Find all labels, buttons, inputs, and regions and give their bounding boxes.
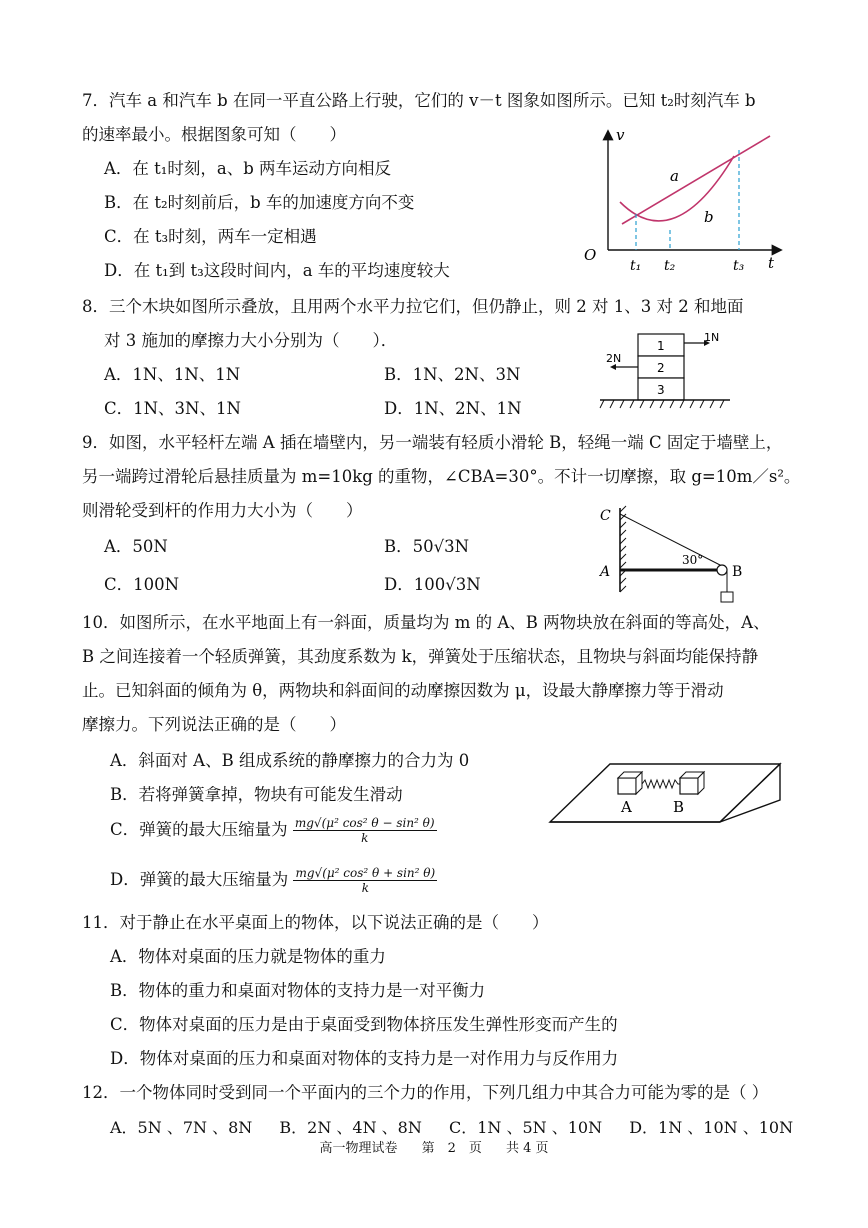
q11-option-d: D．物体对桌面的压力和桌面对物体的支持力是一对作用力与反作用力 (110, 1049, 619, 1068)
graph-t2-label: t₂ (664, 258, 676, 274)
q7-stem-line1: 7．汽车 a 和汽车 b 在同一平直公路上行驶，它们的 v－t 图象如图所示。已知 t₂时刻汽车 b (82, 91, 756, 110)
q10-stem-line3: 止。已知斜面的倾角为 θ，两物块和斜面间的动摩擦因数为 μ，设最大静摩擦力等于滑动 (82, 681, 724, 700)
q12-option-a: A．5N 、7N 、8N (110, 1118, 253, 1137)
q9-stem-line1: 9．如图，水平轻杆左端 A 插在墙壁内，另一端装有轻质小滑轮 B，轻绳一端 C 固定于墙壁上， (82, 433, 783, 452)
q7-option-a: A．在 t₁时刻，a、b 两车运动方向相反 (104, 159, 392, 178)
q10-option-c-text: C．弹簧的最大压缩量为 (110, 820, 288, 839)
graph-a-label: a (670, 167, 679, 185)
graph-origin-label: O (584, 246, 597, 264)
q8-stem-line2: 对 3 施加的摩擦力大小分别为（ ）． (104, 331, 398, 350)
q10-stem-line2: B 之间连接着一个轻质弹簧，其劲度系数为 k，弹簧处于压缩状态，且物块与斜面均能保持静 (82, 647, 759, 666)
q10-option-d-text: D．弹簧的最大压缩量为 (110, 870, 289, 889)
q10-option-c-numerator: mg√(μ² cos² θ − sin² θ) (294, 816, 435, 830)
q10-option-d-denominator: k (361, 881, 369, 895)
q10-option-c (110, 816, 437, 845)
q12-option-c: C．1N 、5N 、10N (448, 1118, 603, 1137)
q12-option-d: D．1N 、10N 、10N (629, 1118, 794, 1137)
q10-stem-line4: 摩擦力。下列说法正确的是（ ） (82, 715, 346, 734)
q11-option-a: A．物体对桌面的压力就是物体的重力 (110, 947, 386, 966)
footer-total-pages: 共 4 页 (506, 1141, 549, 1156)
q8-option-b: B．1N、2N、3N (384, 365, 521, 384)
q9-option-b: B．50√3N (384, 537, 470, 556)
q10-stem-line1: 10．如图所示，在水平地面上有一斜面，质量均为 m 的 A、B 两物块放在斜面的等高处，A、 (82, 613, 770, 632)
q7-option-d: D．在 t₁到 t₃这段时间内，a 车的平均速度较大 (104, 261, 450, 280)
q10-incline-figure (548, 740, 784, 826)
q7-option-b: B．在 t₂时刻前后，b 车的加速度方向不变 (104, 193, 415, 212)
q8-option-a: A．1N、1N、1N (104, 365, 241, 384)
block-2-label: 2 (657, 361, 665, 375)
graph-t3-label: t₃ (733, 258, 745, 274)
q10-option-d (110, 866, 437, 895)
point-c-label: C (600, 508, 611, 524)
q7-vt-graph (584, 126, 784, 282)
block-3-label: 3 (657, 383, 665, 397)
q10-option-d-numerator: mg√(μ² cos² θ + sin² θ) (295, 866, 436, 880)
q11-option-c: C．物体对桌面的压力是由于桌面受到物体挤压发生弹性形变而产生的 (110, 1015, 618, 1034)
footer-page-number: 第 2 页 (421, 1141, 482, 1156)
q12-option-b: B．2N 、4N 、8N (279, 1118, 422, 1137)
q8-option-c: C．1N、3N、1N (104, 399, 241, 418)
q9-option-a: A．50N (104, 537, 168, 556)
q7-stem-line2: 的速率最小。根据图象可知（ ） (82, 125, 346, 144)
force-2n-label: 2N (606, 352, 622, 365)
q12-stem: 12．一个物体同时受到同一个平面内的三个力的作用，下列几组力中其合力可能为零的是（ ） (82, 1083, 769, 1102)
q11-option-b: B．物体的重力和桌面对物体的支持力是一对平衡力 (110, 981, 486, 1000)
q9-stem-line3: 则滑轮受到杆的作用力大小为（ ） (82, 501, 363, 520)
q7-option-c: C．在 t₃时刻，两车一定相遇 (104, 227, 317, 246)
q8-blocks-figure (600, 330, 734, 418)
q9-stem-line2: 另一端跨过滑轮后悬挂质量为 m=10kg 的重物，∠CBA=30°。不计一切摩擦，取 g=10m／s²。 (82, 467, 801, 486)
q11-stem: 11．对于静止在水平桌面上的物体，以下说法正确的是（ ） (82, 913, 549, 932)
block-b-label: B (673, 798, 685, 816)
point-a-label: A (600, 564, 611, 580)
graph-b-label: b (704, 208, 714, 226)
q10-option-b: B．若将弹簧拿掉，物块有可能发生滑动 (110, 785, 403, 804)
q8-stem-line1: 8．三个木块如图所示叠放，且用两个水平力拉它们，但仍静止，则 2 对 1、3 对 2 和地面 (82, 297, 744, 316)
graph-t1-label: t₁ (630, 258, 642, 274)
block-a-label: A (621, 798, 632, 816)
force-1n-label: 1N (704, 331, 720, 344)
footer-title: 高一物理试卷 (319, 1141, 398, 1156)
q12-options-row (110, 1115, 815, 1138)
graph-t-label: t (768, 254, 775, 272)
q10-option-a: A．斜面对 A、B 组成系统的静摩擦力的合力为 0 (110, 751, 470, 770)
q10-option-c-fraction (293, 816, 437, 845)
q9-pulley-figure (596, 500, 756, 608)
q10-option-c-denominator: k (361, 831, 369, 845)
graph-v-label: v (616, 126, 625, 144)
point-b-label: B (732, 564, 743, 580)
q9-option-c: C．100N (104, 575, 180, 594)
page-footer (0, 1137, 868, 1156)
q8-option-d: D．1N、2N、1N (384, 399, 522, 418)
angle-label: 30° (682, 553, 704, 567)
q10-option-d-fraction (293, 866, 437, 895)
q9-option-d: D．100√3N (384, 575, 481, 594)
block-1-label: 1 (657, 339, 665, 353)
